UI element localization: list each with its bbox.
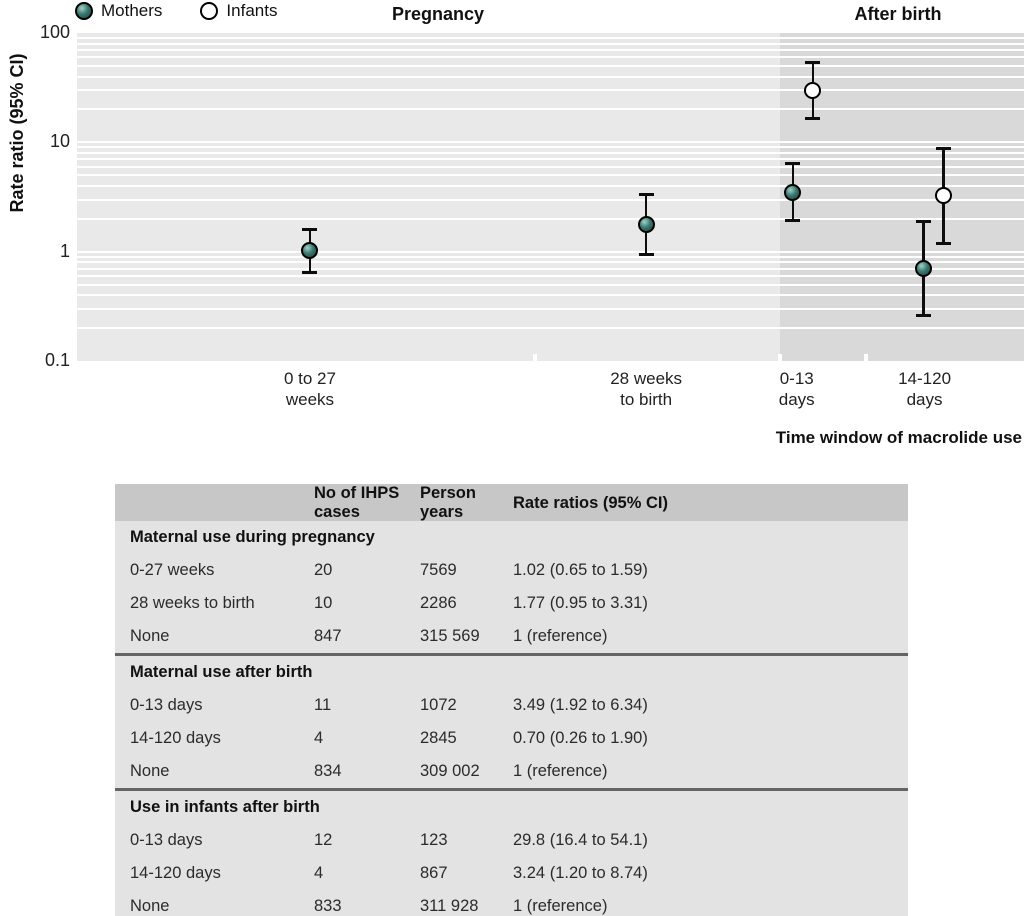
infants-marker-circle xyxy=(804,82,821,99)
mothers-marker-circle xyxy=(301,242,318,259)
legend-label-mothers: Mothers xyxy=(101,1,163,20)
infants-open-circle-icon xyxy=(200,2,218,20)
cell-person-years: 315 569 xyxy=(420,627,480,645)
cell-label: 14-120 days xyxy=(130,729,221,747)
cell-ihps-cases: 11 xyxy=(314,696,332,714)
table-row-0-13-days xyxy=(115,689,908,722)
cell-label: 28 weeks to birth xyxy=(130,594,255,612)
mothers-marker-circle xyxy=(784,184,801,201)
ci-cap-bottom xyxy=(302,271,317,274)
ci-cap-top xyxy=(302,228,317,231)
y-tick-1: 1 xyxy=(59,240,70,261)
cell-person-years: 123 xyxy=(420,831,448,849)
x-tick-line: days xyxy=(778,390,815,410)
x-tick-line: weeks xyxy=(285,390,335,410)
ci-cap-top xyxy=(916,220,931,223)
table-header-ihps-cases: No of IHPS cases xyxy=(314,484,400,521)
cell-ihps-cases: 834 xyxy=(314,762,342,780)
x-tick-line: to birth xyxy=(620,390,673,410)
x-tick-0-13-days xyxy=(732,368,862,411)
cell-label: None xyxy=(130,627,170,645)
cell-rate-ratio: 0.70 (0.26 to 1.90) xyxy=(513,729,648,747)
ci-cap-top xyxy=(785,162,800,165)
panel-title-after-birth: After birth xyxy=(854,4,942,24)
table-row-28-weeks-to-birth xyxy=(115,587,908,620)
table-row-none xyxy=(115,890,908,916)
table-body xyxy=(115,521,908,916)
y-tick-10: 10 xyxy=(49,131,70,152)
panel-title-pregnancy: Pregnancy xyxy=(391,4,485,24)
table-row-none xyxy=(115,620,908,653)
ci-cap-top xyxy=(805,61,820,64)
ci-cap-top xyxy=(639,193,654,196)
x-tick-28-weeks-to-birth xyxy=(581,368,711,411)
cell-person-years: 311 928 xyxy=(420,897,479,915)
section-title-maternal-use-during-pregnancy: Maternal use during pregnancy xyxy=(130,528,375,546)
cell-rate-ratio: 1 (reference) xyxy=(513,897,608,915)
cell-ihps-cases: 4 xyxy=(314,864,324,882)
cell-rate-ratio: 3.49 (1.92 to 6.34) xyxy=(513,696,648,714)
cell-rate-ratio: 1.02 (0.65 to 1.59) xyxy=(513,561,648,579)
cell-label: None xyxy=(130,762,170,780)
legend xyxy=(75,1,277,21)
data-points-layer xyxy=(77,33,1024,361)
cell-person-years: 2286 xyxy=(420,594,457,612)
cell-rate-ratio: 1 (reference) xyxy=(513,762,608,780)
cell-ihps-cases: 847 xyxy=(314,627,342,645)
table-row-none xyxy=(115,755,908,788)
y-axis-label: Rate ratio (95% CI) xyxy=(7,53,27,213)
table-row-14-120-days xyxy=(115,722,908,755)
x-tick-line: days xyxy=(906,390,943,410)
cell-person-years: 2845 xyxy=(420,729,457,747)
cell-rate-ratio: 3.24 (1.20 to 8.74) xyxy=(513,864,648,882)
ci-cap-bottom xyxy=(936,242,951,245)
cell-label: None xyxy=(130,897,170,915)
mothers-marker-circle xyxy=(638,216,655,233)
table-row-0-13-days xyxy=(115,824,908,857)
cell-label: 0-27 weeks xyxy=(130,561,215,579)
table-header-rate-ratios: Rate ratios (95% CI) xyxy=(513,493,668,512)
cell-ihps-cases: 10 xyxy=(314,594,333,612)
infants-marker-circle xyxy=(935,187,952,204)
cell-person-years: 867 xyxy=(420,864,448,882)
cell-label: 0-13 days xyxy=(130,696,203,714)
x-tick-line: 14-120 xyxy=(898,369,952,388)
cell-rate-ratio: 1 (reference) xyxy=(513,627,608,645)
ci-cap-bottom xyxy=(805,117,820,120)
table-row-0-27-weeks xyxy=(115,554,908,587)
ci-cap-bottom xyxy=(916,314,931,317)
x-tick-line: 28 weeks xyxy=(610,369,683,388)
mothers-marker-circle xyxy=(915,260,932,277)
legend-label-infants: Infants xyxy=(226,1,278,20)
ci-cap-bottom xyxy=(785,219,800,222)
cell-rate-ratio: 1.77 (0.95 to 3.31) xyxy=(513,594,648,612)
cell-ihps-cases: 4 xyxy=(314,729,324,747)
table-header-row xyxy=(115,484,908,521)
ci-cap-bottom xyxy=(639,253,654,256)
x-tick-line: 0-13 xyxy=(779,369,814,388)
x-axis-title: Time window of macrolide use xyxy=(775,428,1022,447)
section-title-maternal-use-after-birth: Maternal use after birth xyxy=(130,663,313,681)
cell-ihps-cases: 833 xyxy=(314,897,342,915)
ci-cap-top xyxy=(936,147,951,150)
cell-person-years: 7569 xyxy=(420,561,457,579)
cell-person-years: 1072 xyxy=(420,696,457,714)
summary-table xyxy=(115,484,908,916)
x-tick-14-120-days xyxy=(860,368,990,411)
section-title-use-in-infants-after-birth: Use in infants after birth xyxy=(130,798,320,816)
cell-person-years: 309 002 xyxy=(420,762,480,780)
plot-area xyxy=(77,33,1024,361)
mothers-filled-circle-icon xyxy=(75,2,93,20)
cell-ihps-cases: 12 xyxy=(314,831,333,849)
cell-label: 14-120 days xyxy=(130,864,221,882)
cell-rate-ratio: 29.8 (16.4 to 54.1) xyxy=(513,831,648,849)
y-tick-100: 100 xyxy=(39,22,70,42)
x-tick-line: 0 to 27 xyxy=(283,369,336,388)
table-header-person-years: Person years xyxy=(420,484,476,521)
y-tick-0.1: 0.1 xyxy=(44,350,70,370)
x-tick-0-to-27-weeks xyxy=(245,368,375,411)
cell-ihps-cases: 20 xyxy=(314,561,333,579)
cell-label: 0-13 days xyxy=(130,831,203,849)
table-row-14-120-days xyxy=(115,857,908,890)
